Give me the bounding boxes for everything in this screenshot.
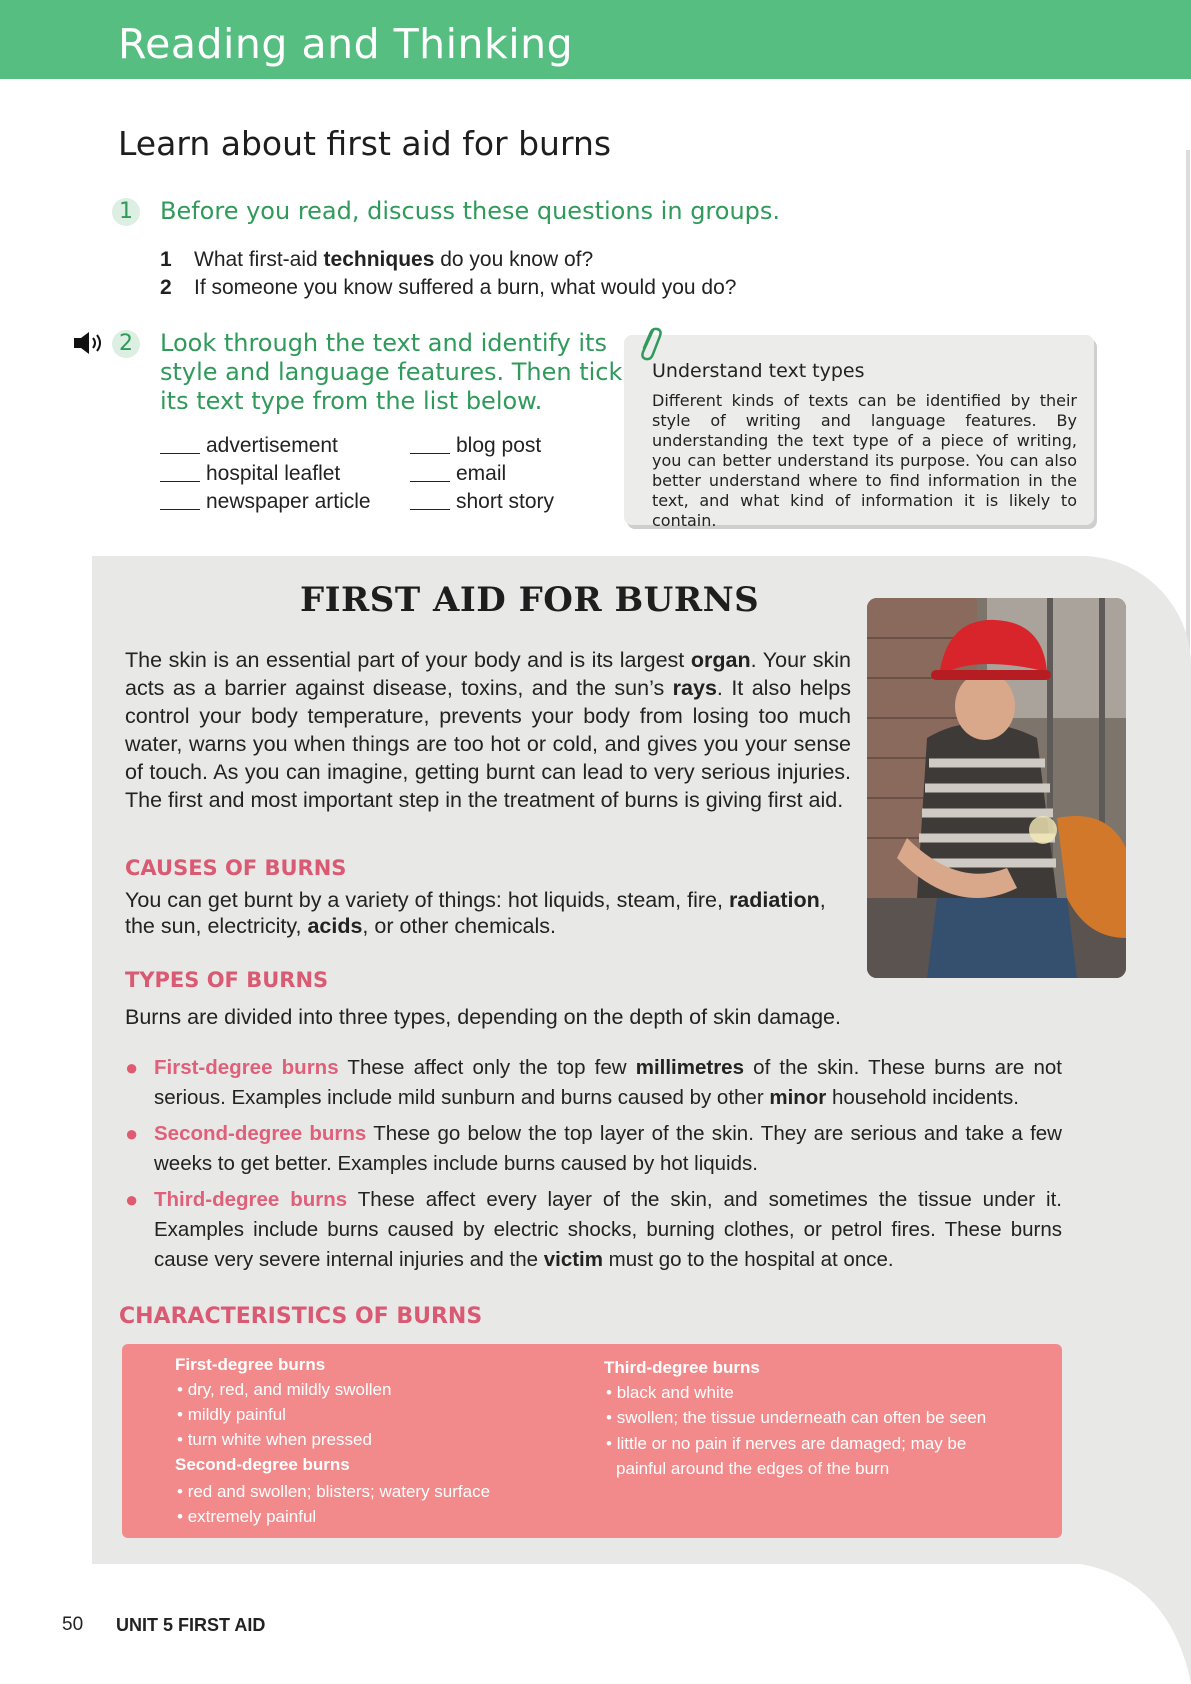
keyword-radiation: radiation — [728, 888, 820, 912]
option-newspaper-article[interactable] — [160, 490, 371, 514]
characteristic-text: swollen; the tissue underneath can often be seen — [616, 1408, 987, 1427]
causes-text: You can get burnt by a variety of things: hot liquids, steam, fire, — [125, 888, 729, 912]
characteristic-item: • turn white when pressed — [177, 1430, 372, 1449]
characteristics-left-column — [175, 1352, 575, 1529]
keyword-acids: acids — [307, 914, 363, 938]
bullet-dot: ● — [125, 1187, 139, 1212]
worker-photo — [867, 598, 1126, 978]
characteristic-text: dry, red, and mildly swollen — [187, 1380, 392, 1399]
characteristic-text: turn white when pressed — [187, 1430, 372, 1449]
bullet-dot: ● — [125, 1121, 139, 1146]
banner-title: Reading and Thinking — [118, 20, 574, 68]
speaker-icon[interactable] — [72, 330, 106, 356]
first-degree-heading: First-degree burns — [175, 1355, 326, 1374]
tick-blank[interactable] — [160, 508, 200, 510]
option-email[interactable] — [410, 462, 506, 486]
keyword-millimetres: millimetres — [635, 1056, 744, 1079]
tip-title: Understand text types — [652, 360, 865, 382]
paperclip-icon — [636, 326, 662, 362]
option-label: advertisement — [206, 434, 338, 457]
characteristic-item: • swollen; the tissue underneath can often be seen — [606, 1408, 987, 1427]
characteristics-heading: CHARACTERISTICS OF BURNS — [119, 1304, 483, 1329]
bullet-third-degree — [125, 1185, 1062, 1275]
bullet-term: First-degree burns — [154, 1056, 339, 1079]
characteristic-text: black and white — [616, 1383, 734, 1402]
bullet-term: Second-degree burns — [154, 1122, 367, 1145]
option-label: hospital leaflet — [206, 462, 341, 485]
bullet-first-degree — [125, 1053, 1062, 1113]
types-heading: TYPES OF BURNS — [125, 968, 329, 992]
option-hospital-leaflet[interactable] — [160, 462, 340, 486]
question-1 — [160, 248, 593, 272]
bullet-dot: ● — [125, 1055, 139, 1080]
option-advertisement[interactable] — [160, 434, 338, 458]
characteristic-item: • red and swollen; blisters; watery surface — [177, 1482, 491, 1501]
tick-blank[interactable] — [410, 480, 450, 482]
question-text: What first-aid — [194, 248, 324, 271]
option-short-story[interactable] — [410, 490, 554, 514]
intro-text: . It also helps control your body temperature, prevents your body from losing too much water, warns you when things are too hot or cold, and gives you your sense of touch. As you can imagine, getting burnt can lead to very serious injuries. The first and most important step in the treatment of burns is giving first aid. — [125, 676, 851, 812]
task2-number: 2 — [112, 330, 140, 358]
tick-blank[interactable] — [410, 452, 450, 454]
tip-body: Different kinds of texts can be identified by their style of writing and language features. By understanding the text type of a piece of writing, you can better understand its purpose. You can also better understand where to find information in the text, and what kind of information it is likely to contain. — [652, 391, 1077, 530]
intro-text: . Your skin acts as a barrier against disease, toxins, and the sun’s — [125, 648, 851, 700]
option-label: blog post — [456, 434, 542, 457]
characteristic-item: • mildly painful — [177, 1405, 286, 1424]
bullet-text: household incidents. — [826, 1086, 1019, 1109]
tick-blank[interactable] — [160, 452, 200, 454]
causes-paragraph — [125, 887, 855, 939]
question-2 — [160, 276, 736, 300]
bullet-text: These go below the top layer of the skin. They are serious and take a few weeks to get better. Examples include burns caused by hot liquids. — [154, 1122, 1062, 1175]
bullet-text: of the skin. These burns are not serious. Examples include mild sunburn and burns caused by other — [154, 1056, 1062, 1109]
header-banner — [0, 0, 1191, 79]
bullet-text: These affect only the top few — [338, 1056, 636, 1079]
characteristic-item: • little or no pain if nerves are damaged; may be painful around the edges of the burn — [606, 1434, 967, 1478]
characteristic-item: • black and white — [606, 1383, 734, 1402]
page-number: 50 — [62, 1614, 84, 1635]
question-number: 2 — [160, 276, 172, 299]
page-curl-decoration — [1080, 1560, 1191, 1684]
intro-paragraph — [125, 646, 851, 814]
second-degree-heading: Second-degree burns — [175, 1455, 350, 1474]
causes-text: , or other chemicals. — [362, 914, 556, 938]
tick-blank[interactable] — [160, 480, 200, 482]
keyword-victim: victim — [543, 1248, 603, 1271]
tick-blank[interactable] — [410, 508, 450, 510]
characteristic-text: red and swollen; blisters; watery surface — [187, 1482, 491, 1501]
characteristic-item: • extremely painful — [177, 1507, 317, 1526]
characteristic-text: little or no pain if nerves are damaged; may be painful around the edges of the burn — [616, 1434, 967, 1478]
option-blog-post[interactable] — [410, 434, 541, 458]
characteristics-right-column — [604, 1355, 1024, 1481]
question-text: do you know of? — [434, 248, 594, 271]
causes-text: the sun, electricity, — [125, 914, 308, 938]
question-text: If someone you know suffered a burn, what would you do? — [194, 276, 737, 299]
third-degree-heading: Third-degree burns — [604, 1358, 760, 1377]
question-keyword: techniques — [323, 248, 435, 271]
keyword-minor: minor — [769, 1086, 827, 1109]
task2-heading-line: Look through the text and identify its — [160, 329, 607, 357]
option-label: short story — [456, 490, 555, 513]
characteristics-box — [122, 1344, 1062, 1538]
question-number: 1 — [160, 248, 172, 271]
keyword-organ: organ — [690, 648, 751, 672]
article-title: FIRST AID FOR BURNS — [300, 580, 760, 620]
section-title: Learn about first aid for burns — [118, 124, 612, 163]
task2-heading-line: its text type from the list below. — [160, 387, 543, 415]
characteristic-item: • dry, red, and mildly swollen — [177, 1380, 392, 1399]
characteristic-text: mildly painful — [187, 1405, 286, 1424]
bullet-second-degree — [125, 1119, 1062, 1179]
option-label: email — [456, 462, 507, 485]
task1-heading: Before you read, discuss these questions in groups. — [160, 197, 781, 225]
characteristic-text: extremely painful — [187, 1507, 317, 1526]
bullet-text: These affect every layer of the skin, and sometimes the tissue under it. Examples include burns caused by electric shocks, burning clothes, or petrol fires. These burns cause very severe internal injuries and the — [154, 1188, 1063, 1271]
keyword-rays: rays — [672, 676, 717, 700]
bullet-text: must go to the hospital at once. — [602, 1248, 894, 1271]
bullet-term: Third-degree burns — [154, 1188, 348, 1211]
causes-text: , — [819, 888, 826, 912]
task1-number: 1 — [112, 198, 140, 226]
option-label: newspaper article — [206, 490, 371, 513]
types-intro: Burns are divided into three types, depending on the depth of skin damage. — [125, 1005, 841, 1029]
unit-label: UNIT 5 FIRST AID — [116, 1615, 266, 1635]
task2-heading — [160, 329, 622, 416]
intro-text: The skin is an essential part of your body and is its largest — [125, 648, 691, 672]
task2-heading-line: style and language features. Then tick — [160, 358, 623, 386]
causes-heading: CAUSES OF BURNS — [125, 856, 347, 880]
